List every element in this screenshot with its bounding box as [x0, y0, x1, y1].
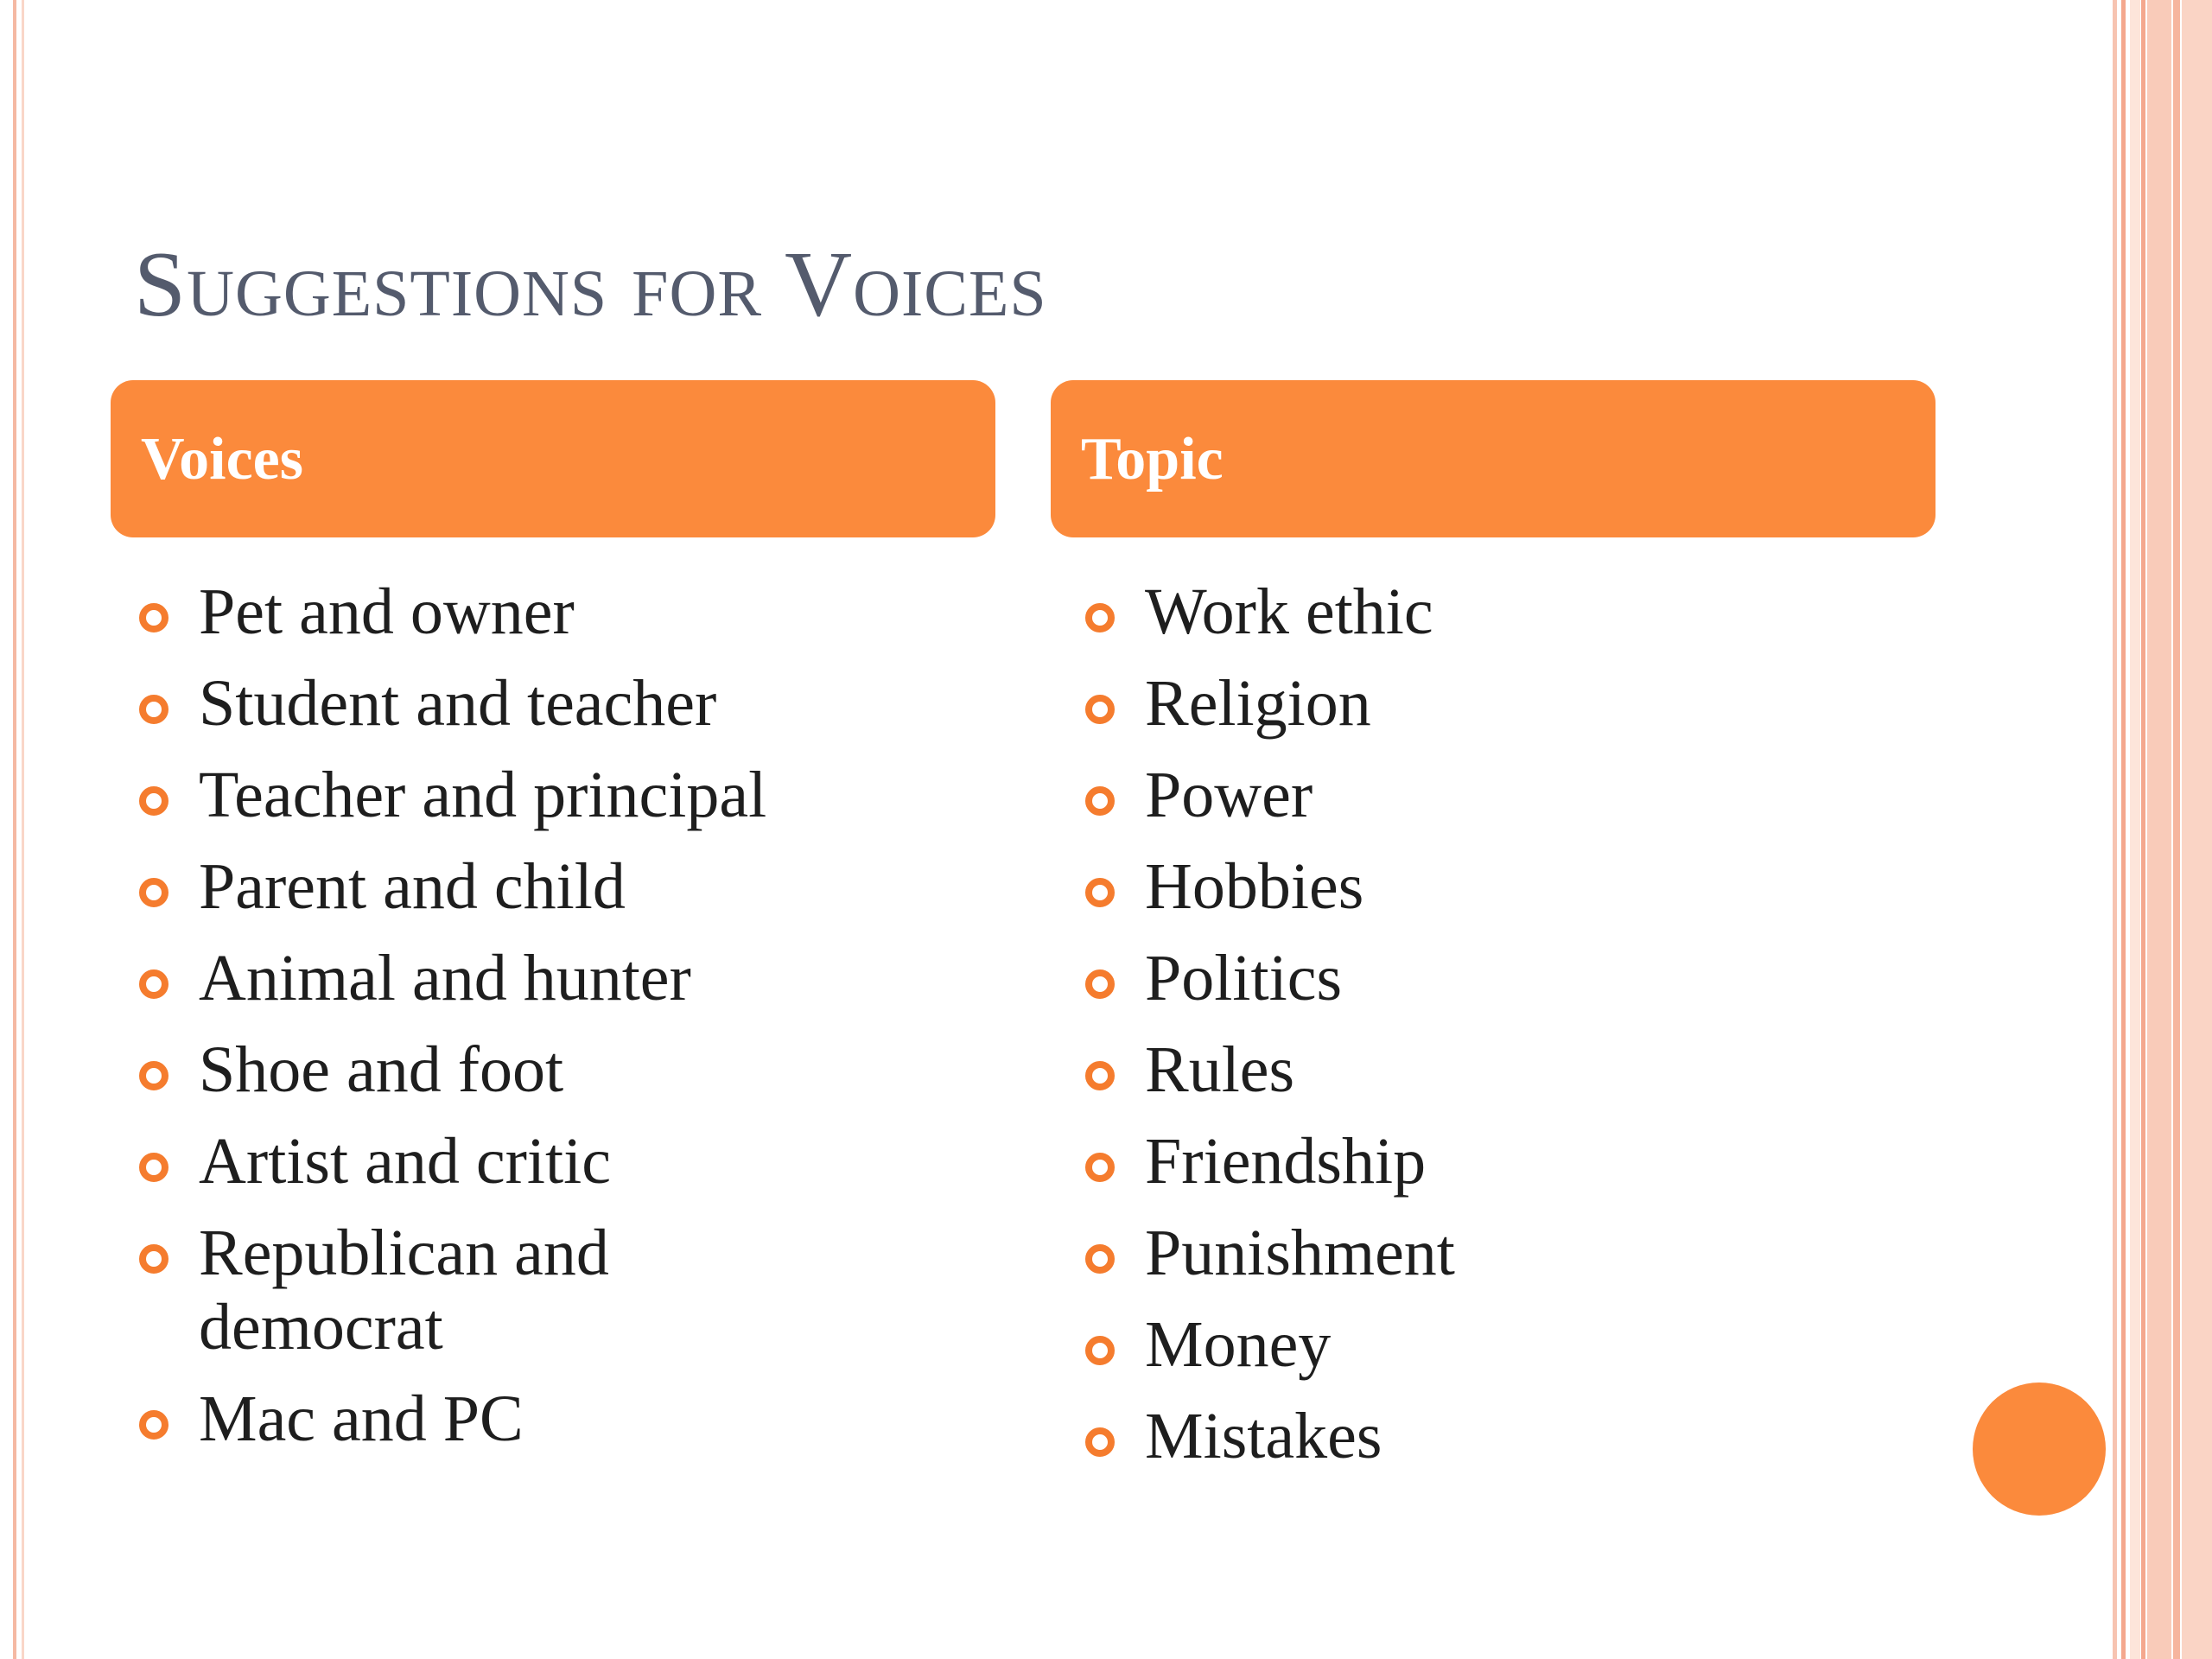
bullet-icon	[1085, 1244, 1115, 1274]
stripe	[2182, 0, 2212, 1659]
bullet-icon	[139, 1061, 168, 1090]
list-item	[1080, 575, 1927, 649]
stripe	[2147, 0, 2171, 1659]
stripe	[2141, 0, 2145, 1659]
topic-column-header	[1051, 380, 1936, 537]
bullet-icon	[139, 786, 168, 816]
list-item	[134, 1033, 981, 1107]
stripe	[2121, 0, 2126, 1659]
left-border-line-inner	[22, 0, 24, 1659]
topic-header-label: Topic	[1081, 426, 1224, 493]
list-item-text: Friendship	[1145, 1125, 1427, 1198]
list-item-text: Mac and PC	[199, 1382, 524, 1455]
bullet-icon	[139, 603, 168, 632]
list-item	[134, 1382, 981, 1456]
bullet-icon	[1085, 603, 1115, 632]
bullet-icon	[139, 1153, 168, 1182]
list-item-text: Rules	[1145, 1033, 1295, 1106]
list-item-text: Animal and hunter	[199, 942, 691, 1014]
list-item-text: Punishment	[1145, 1217, 1455, 1289]
bullet-icon	[139, 1244, 168, 1274]
list-item-text: Student and teacher	[199, 667, 717, 740]
orange-circle-decoration	[1973, 1382, 2106, 1516]
list-item	[134, 849, 981, 924]
bullet-icon	[1085, 1336, 1115, 1365]
bullet-icon	[139, 1410, 168, 1440]
bullet-icon	[1085, 695, 1115, 724]
list-item-text: Money	[1145, 1308, 1332, 1381]
list-item	[1080, 1124, 1927, 1198]
list-item-text: Shoe and foot	[199, 1033, 564, 1106]
stripe	[2173, 0, 2180, 1659]
bullet-icon	[1085, 1061, 1115, 1090]
voices-list	[134, 575, 981, 1473]
bullet-icon	[139, 695, 168, 724]
slide-title: Suggestions for Voices	[134, 233, 1047, 336]
list-item-text: Pet and owner	[199, 575, 575, 648]
list-item-text: Republican and democrat	[199, 1217, 609, 1363]
list-item-text: Mistakes	[1145, 1400, 1382, 1472]
voices-header-label: Voices	[141, 426, 303, 493]
list-item	[134, 941, 981, 1015]
bullet-icon	[1085, 969, 1115, 999]
list-item	[1080, 666, 1927, 741]
bullet-icon	[1085, 878, 1115, 907]
list-item	[1080, 849, 1927, 924]
list-item-text: Power	[1145, 759, 1313, 831]
list-item	[134, 1216, 734, 1364]
list-item	[134, 758, 981, 832]
list-item-text: Artist and critic	[199, 1125, 611, 1198]
list-item	[1080, 1216, 1927, 1290]
list-item	[134, 666, 981, 741]
list-item	[1080, 758, 1927, 832]
stripe	[2113, 0, 2117, 1659]
list-item-text: Religion	[1145, 667, 1371, 740]
right-decorative-stripes	[2113, 0, 2212, 1659]
bullet-icon	[1085, 786, 1115, 816]
voices-column-header	[111, 380, 995, 537]
list-item	[1080, 1033, 1927, 1107]
topic-list	[1080, 575, 1927, 1491]
list-item	[1080, 1399, 1927, 1473]
list-item-text: Parent and child	[199, 850, 626, 923]
bullet-icon	[139, 969, 168, 999]
list-item	[1080, 1307, 1927, 1382]
list-item-text: Politics	[1145, 942, 1343, 1014]
left-border-line	[13, 0, 16, 1659]
bullet-icon	[1085, 1427, 1115, 1457]
stripe	[2130, 0, 2140, 1659]
list-item-text: Teacher and principal	[199, 759, 767, 831]
bullet-icon	[1085, 1153, 1115, 1182]
list-item-text: Hobbies	[1145, 850, 1364, 923]
bullet-icon	[139, 878, 168, 907]
list-item-text: Work ethic	[1145, 575, 1433, 648]
list-item	[1080, 941, 1927, 1015]
list-item	[134, 1124, 981, 1198]
list-item	[134, 575, 981, 649]
